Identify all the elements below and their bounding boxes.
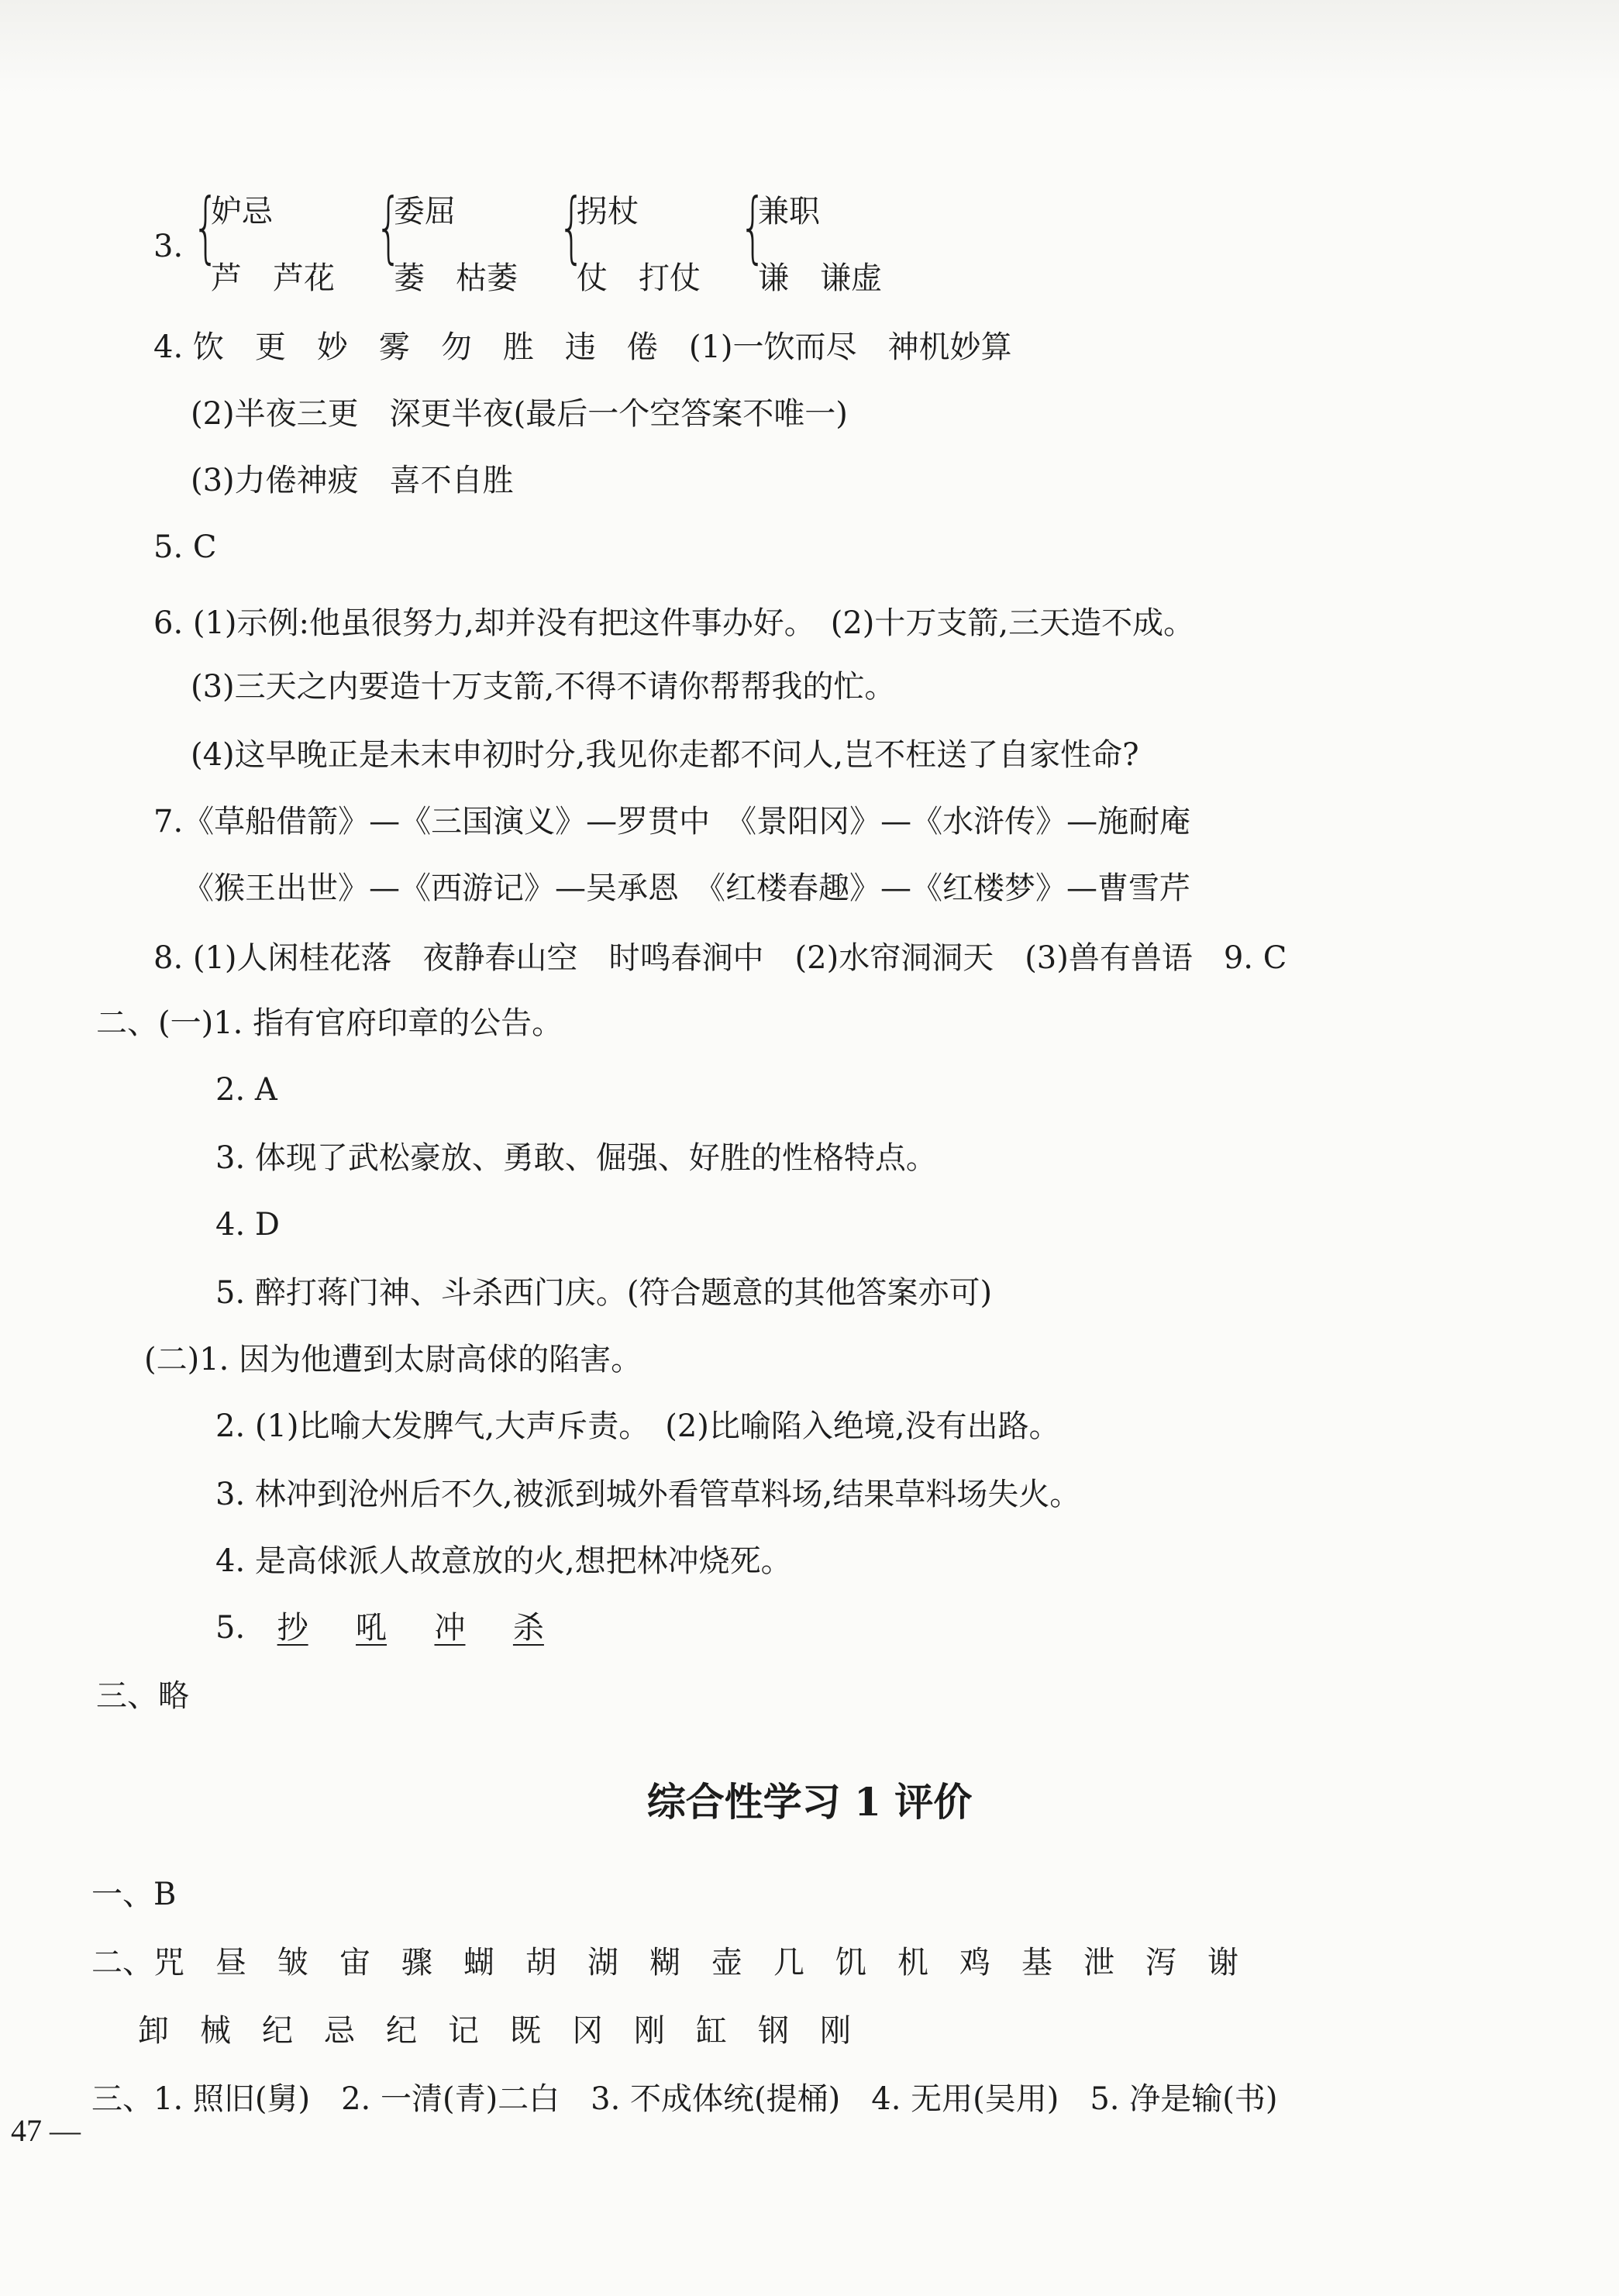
section-2-1-q5: 5. 醉打蒋门神、斗杀西门庆。(符合题意的其他答案亦可)	[215, 1275, 993, 1311]
answer-5: 5. C	[153, 529, 217, 565]
q3-number: 3.	[153, 229, 184, 264]
eval-q2-line-1: 二、咒 昼 皱 宙 骤 蝴 胡 湖 糊 壶 几 饥 机 鸡 基 泄 泻 谢	[91, 1945, 1238, 1981]
eval-q1: 一、B	[91, 1877, 177, 1912]
underlined-word: 冲	[434, 1610, 466, 1646]
section-2-2-q4: 4. 是高俅派人故意放的火,想把林冲烧死。	[215, 1543, 792, 1579]
q5-number: 5.	[215, 1610, 246, 1646]
group-bottom-word: 萎 枯萎	[394, 260, 518, 296]
underlined-word: 抄	[277, 1610, 308, 1646]
group-top-word: 委屈	[394, 194, 456, 229]
section-2-1-q2: 2. A	[215, 1072, 277, 1108]
section-3: 三、略	[96, 1678, 189, 1714]
section-2-2-q5	[215, 1608, 544, 1648]
eval-q3: 三、1. 照旧(舅) 2. 一清(青)二白 3. 不成体统(提桶) 4. 无用(吴用) 5. 净是输(书)	[91, 2081, 1278, 2117]
answer-4-line-2: (2)半夜三更 深更半夜(最后一个空答案不唯一)	[191, 396, 848, 432]
brace-icon: {	[558, 181, 585, 272]
answer-6-line-1: 6. (1)示例:他虽很努力,却并没有把这件事办好。 (2)十万支箭,三天造不成。	[153, 605, 1195, 641]
brace-icon: {	[739, 181, 766, 272]
underlined-word: 吼	[356, 1610, 388, 1646]
group-top-word: 妒忌	[211, 194, 273, 229]
answer-6-line-3: (4)这早晚正是未末申初时分,我见你走都不问人,岂不枉送了自家性命?	[191, 737, 1139, 773]
answer-7-line-2: 《猴王出世》—《西游记》—吴承恩 《红楼春趣》—《红楼梦》—曹雪芹	[183, 870, 1190, 906]
answer-8-9: 8. (1)人闲桂花落 夜静春山空 时鸣春涧中 (2)水帘洞洞天 (3)兽有兽语 9. C	[153, 940, 1287, 976]
brace-icon: {	[192, 181, 219, 272]
section-2-1-q4: 4. D	[215, 1207, 280, 1243]
section-2-2-q1: (二)1. 因为他遭到太尉高俅的陷害。	[144, 1342, 642, 1377]
answer-7-line-1: 7.《草船借箭》—《三国演义》—罗贯中 《景阳冈》—《水浒传》—施耐庵	[153, 804, 1191, 839]
page-number: 47 —	[11, 2113, 81, 2148]
brace-icon: {	[375, 181, 402, 272]
section-2-1-q3: 3. 体现了武松豪放、勇敢、倔强、好胜的性格特点。	[215, 1140, 937, 1176]
section-2-2-q2: 2. (1)比喻大发脾气,大声斥责。 (2)比喻陷入绝境,没有出路。	[215, 1408, 1060, 1444]
section-2-2-q3: 3. 林冲到沧州后不久,被派到城外看管草料场,结果草料场失火。	[215, 1477, 1081, 1512]
underlined-word: 杀	[512, 1610, 544, 1646]
group-bottom-word: 谦 谦虚	[758, 260, 882, 296]
answer-4-line-1: 4. 饮 更 妙 雾 勿 胜 违 倦 (1)一饮而尽 神机妙算	[153, 329, 1012, 365]
answer-4-line-3: (3)力倦神疲 喜不自胜	[191, 463, 514, 498]
group-bottom-word: 芦 芦花	[211, 260, 335, 296]
group-top-word: 兼职	[758, 194, 820, 229]
section-2-1-q1: 二、(一)1. 指有官府印章的公告。	[96, 1005, 563, 1041]
group-top-word: 拐杖	[577, 194, 639, 229]
answer-6-line-2: (3)三天之内要造十万支箭,不得不请你帮帮我的忙。	[191, 669, 896, 705]
page-top-shading	[0, 0, 1619, 93]
eval-q2-line-2: 卸 械 纪 忌 纪 记 既 冈 刚 缸 钢 刚	[138, 2013, 851, 2049]
group-bottom-word: 仗 打仗	[577, 260, 701, 296]
section-title: 综合性学习 1 评价	[646, 1779, 973, 1825]
